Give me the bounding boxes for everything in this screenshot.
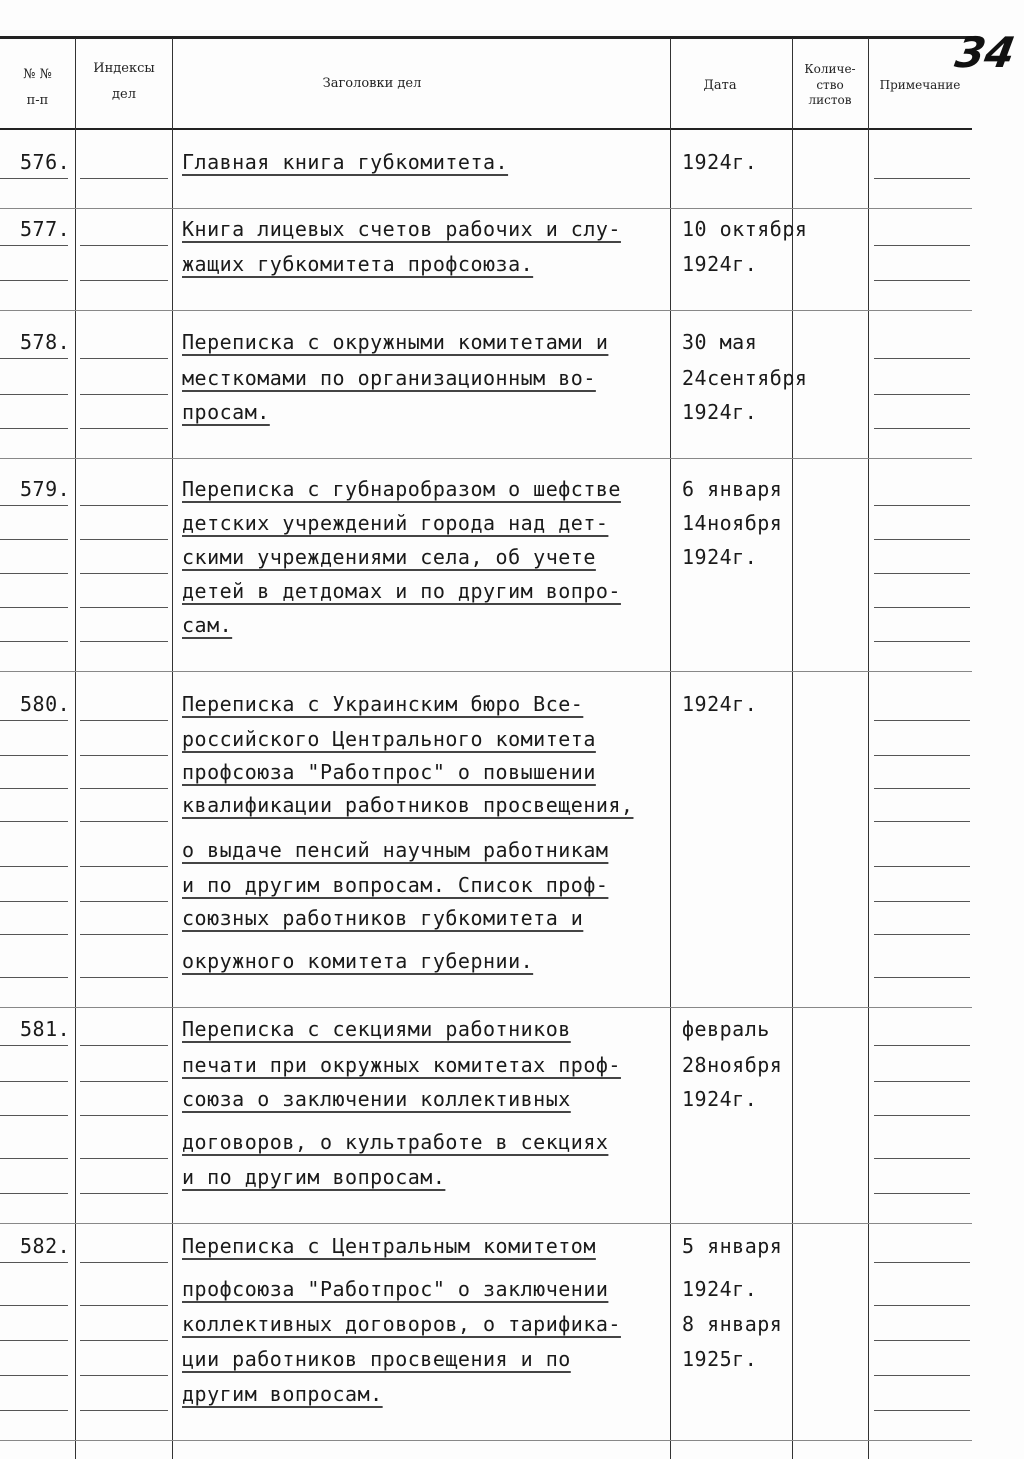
row-number: 582.	[20, 1234, 71, 1258]
row-title-line: Переписка с Украинским бюро Все-	[182, 692, 584, 716]
header-date: Дата	[703, 78, 737, 93]
ruled-line	[874, 539, 970, 540]
ruled-line	[874, 788, 970, 789]
ruled-line	[874, 428, 970, 429]
ruled-line	[0, 866, 68, 867]
row-title-line: печати при окружных комитетах проф-	[182, 1053, 621, 1077]
ruled-line	[874, 573, 970, 574]
row-separator	[0, 310, 972, 311]
row-date: 24сентября	[682, 366, 808, 390]
ruled-line	[80, 934, 168, 935]
row-title-line: профсоюза "Работпрос" о заключении	[182, 1277, 609, 1301]
row-date: 1925г.	[682, 1347, 758, 1371]
header-index: Индексы дел	[93, 61, 155, 102]
ruled-line	[80, 1262, 168, 1263]
ruled-line	[0, 934, 68, 935]
ruled-line	[0, 1340, 68, 1341]
ruled-line	[80, 428, 168, 429]
ruled-line	[0, 428, 68, 429]
row-title-line: детей в детдомах и по другим вопро-	[182, 579, 621, 603]
row-title-line: Переписка с Центральным комитетом	[182, 1234, 596, 1258]
row-number: 581.	[20, 1017, 71, 1041]
ruled-line	[0, 178, 68, 179]
ruled-line	[874, 394, 970, 395]
ruled-line	[0, 901, 68, 902]
ruled-line	[80, 1158, 168, 1159]
row-title-line: и по другим вопросам.	[182, 1165, 446, 1189]
ruled-line	[80, 1410, 168, 1411]
row-date: 1924г.	[682, 692, 758, 716]
ruled-line	[874, 901, 970, 902]
ruled-line	[0, 1045, 68, 1046]
ruled-line	[80, 1340, 168, 1341]
ruled-line	[80, 720, 168, 721]
row-title-line: и по другим вопросам. Список проф-	[182, 873, 609, 897]
row-title-line: жащих губкомитета профсоюза.	[182, 252, 534, 276]
ruled-line	[874, 178, 970, 179]
row-title-line: месткомами по организационным во-	[182, 366, 596, 390]
row-date: 1924г.	[682, 1277, 758, 1301]
ruled-line	[80, 1305, 168, 1306]
header-bottom-border	[0, 128, 972, 130]
header-title: Заголовки дел	[322, 76, 422, 91]
row-date: февраль	[682, 1017, 770, 1041]
row-separator	[0, 458, 972, 459]
ruled-line	[0, 1115, 68, 1116]
row-title-line: коллективных договоров, о тарифика-	[182, 1312, 621, 1336]
ruled-line	[0, 641, 68, 642]
ruled-line	[80, 573, 168, 574]
row-title-line: договоров, о культработе в секциях	[182, 1130, 609, 1154]
ruled-line	[0, 280, 68, 281]
ruled-line	[0, 394, 68, 395]
ruled-line	[0, 821, 68, 822]
ruled-line	[80, 394, 168, 395]
row-title-line: союзных работников губкомитета и	[182, 906, 584, 930]
ruled-line	[874, 1193, 970, 1194]
ruled-line	[0, 1262, 68, 1263]
ruled-line	[0, 1081, 68, 1082]
ruled-line	[80, 788, 168, 789]
ruled-line	[80, 358, 168, 359]
ruled-line	[80, 1045, 168, 1046]
ruled-line	[874, 934, 970, 935]
row-title-line: российского Центрального комитета	[182, 727, 596, 751]
ruled-line	[80, 866, 168, 867]
handwritten-page-number: 34	[951, 28, 1019, 77]
ruled-line	[0, 358, 68, 359]
row-separator	[0, 1440, 972, 1441]
row-date: 28ноября	[682, 1053, 783, 1077]
row-title-line: о выдаче пенсий научным работникам	[182, 838, 609, 862]
ruled-line	[874, 607, 970, 608]
ruled-line	[0, 977, 68, 978]
row-title-line: ции работников просвещения и по	[182, 1347, 571, 1371]
row-date: 1924г.	[682, 1087, 758, 1111]
ruled-line	[874, 1115, 970, 1116]
ruled-line	[874, 280, 970, 281]
ruled-line	[80, 1375, 168, 1376]
row-date: 1924г.	[682, 545, 758, 569]
ruled-line	[874, 977, 970, 978]
ruled-line	[0, 755, 68, 756]
row-title-line: окружного комитета губернии.	[182, 949, 534, 973]
row-title-line: сам.	[182, 613, 233, 637]
row-date: 1924г.	[682, 252, 758, 276]
ruled-line	[0, 788, 68, 789]
ruled-line	[80, 641, 168, 642]
row-date: 1924г.	[682, 400, 758, 424]
ruled-line	[0, 720, 68, 721]
ruled-line	[80, 178, 168, 179]
header-sheets: Количе- ство листов	[804, 62, 856, 108]
row-title-line: Переписка с губнаробразом о шефстве	[182, 477, 621, 501]
ruled-line	[874, 505, 970, 506]
ruled-line	[80, 245, 168, 246]
row-number: 577.	[20, 217, 71, 241]
row-title-line: Книга лицевых счетов рабочих и слу-	[182, 217, 621, 241]
table-top-border	[0, 36, 972, 39]
ruled-line	[874, 866, 970, 867]
ruled-line	[80, 821, 168, 822]
ruled-line	[874, 1262, 970, 1263]
column-divider	[868, 38, 869, 1459]
row-number: 576.	[20, 150, 71, 174]
ruled-line	[80, 1193, 168, 1194]
ruled-line	[874, 821, 970, 822]
row-title-line: квалификации работников просвещения,	[182, 793, 634, 817]
column-divider	[670, 38, 671, 1459]
row-title-line: Главная книга губкомитета.	[182, 150, 509, 174]
row-title-line: Переписка с окружными комитетами и	[182, 330, 609, 354]
row-date: 14ноября	[682, 511, 783, 535]
ruled-line	[874, 1045, 970, 1046]
column-divider	[172, 38, 173, 1459]
ruled-line	[0, 1305, 68, 1306]
ruled-line	[80, 607, 168, 608]
ruled-line	[80, 1081, 168, 1082]
ruled-line	[874, 641, 970, 642]
ruled-line	[0, 1375, 68, 1376]
row-separator	[0, 1007, 972, 1008]
ruled-line	[874, 245, 970, 246]
column-divider	[75, 38, 76, 1459]
row-number: 580.	[20, 692, 71, 716]
row-date: 6 января	[682, 477, 783, 501]
ruled-line	[80, 539, 168, 540]
row-title-line: профсоюза "Работпрос" о повышении	[182, 760, 596, 784]
ruled-line	[0, 573, 68, 574]
ruled-line	[874, 358, 970, 359]
ruled-line	[874, 1410, 970, 1411]
row-date: 10 октября	[682, 217, 808, 241]
ruled-line	[80, 505, 168, 506]
ruled-line	[0, 1410, 68, 1411]
row-number: 579.	[20, 477, 71, 501]
ruled-line	[80, 1115, 168, 1116]
row-separator	[0, 671, 972, 672]
ruled-line	[80, 755, 168, 756]
row-separator	[0, 1223, 972, 1224]
row-title-line: просам.	[182, 400, 270, 424]
ruled-line	[0, 245, 68, 246]
row-date: 30 мая	[682, 330, 758, 354]
ruled-line	[80, 977, 168, 978]
ruled-line	[874, 720, 970, 721]
column-divider	[792, 38, 793, 1459]
ruled-line	[874, 1375, 970, 1376]
ruled-line	[0, 607, 68, 608]
row-title-line: союза о заключении коллективных	[182, 1087, 571, 1111]
row-date: 8 января	[682, 1312, 783, 1336]
ruled-line	[874, 1305, 970, 1306]
ruled-line	[0, 539, 68, 540]
row-number: 578.	[20, 330, 71, 354]
ruled-line	[0, 505, 68, 506]
ruled-line	[0, 1158, 68, 1159]
row-title-line: детских учреждений города над дет-	[182, 511, 609, 535]
header-note: Примечание	[879, 78, 961, 92]
ruled-line	[0, 1193, 68, 1194]
ruled-line	[80, 280, 168, 281]
ruled-line	[874, 1340, 970, 1341]
header-number: № № п-п	[23, 67, 52, 108]
row-date: 5 января	[682, 1234, 783, 1258]
row-title-line: скими учреждениями села, об учете	[182, 545, 596, 569]
ruled-line	[874, 1158, 970, 1159]
row-separator	[0, 208, 972, 209]
ruled-line	[80, 901, 168, 902]
row-date: 1924г.	[682, 150, 758, 174]
row-title-line: Переписка с секциями работников	[182, 1017, 571, 1041]
row-title-line: другим вопросам.	[182, 1382, 383, 1406]
ruled-line	[874, 1081, 970, 1082]
ruled-line	[874, 755, 970, 756]
